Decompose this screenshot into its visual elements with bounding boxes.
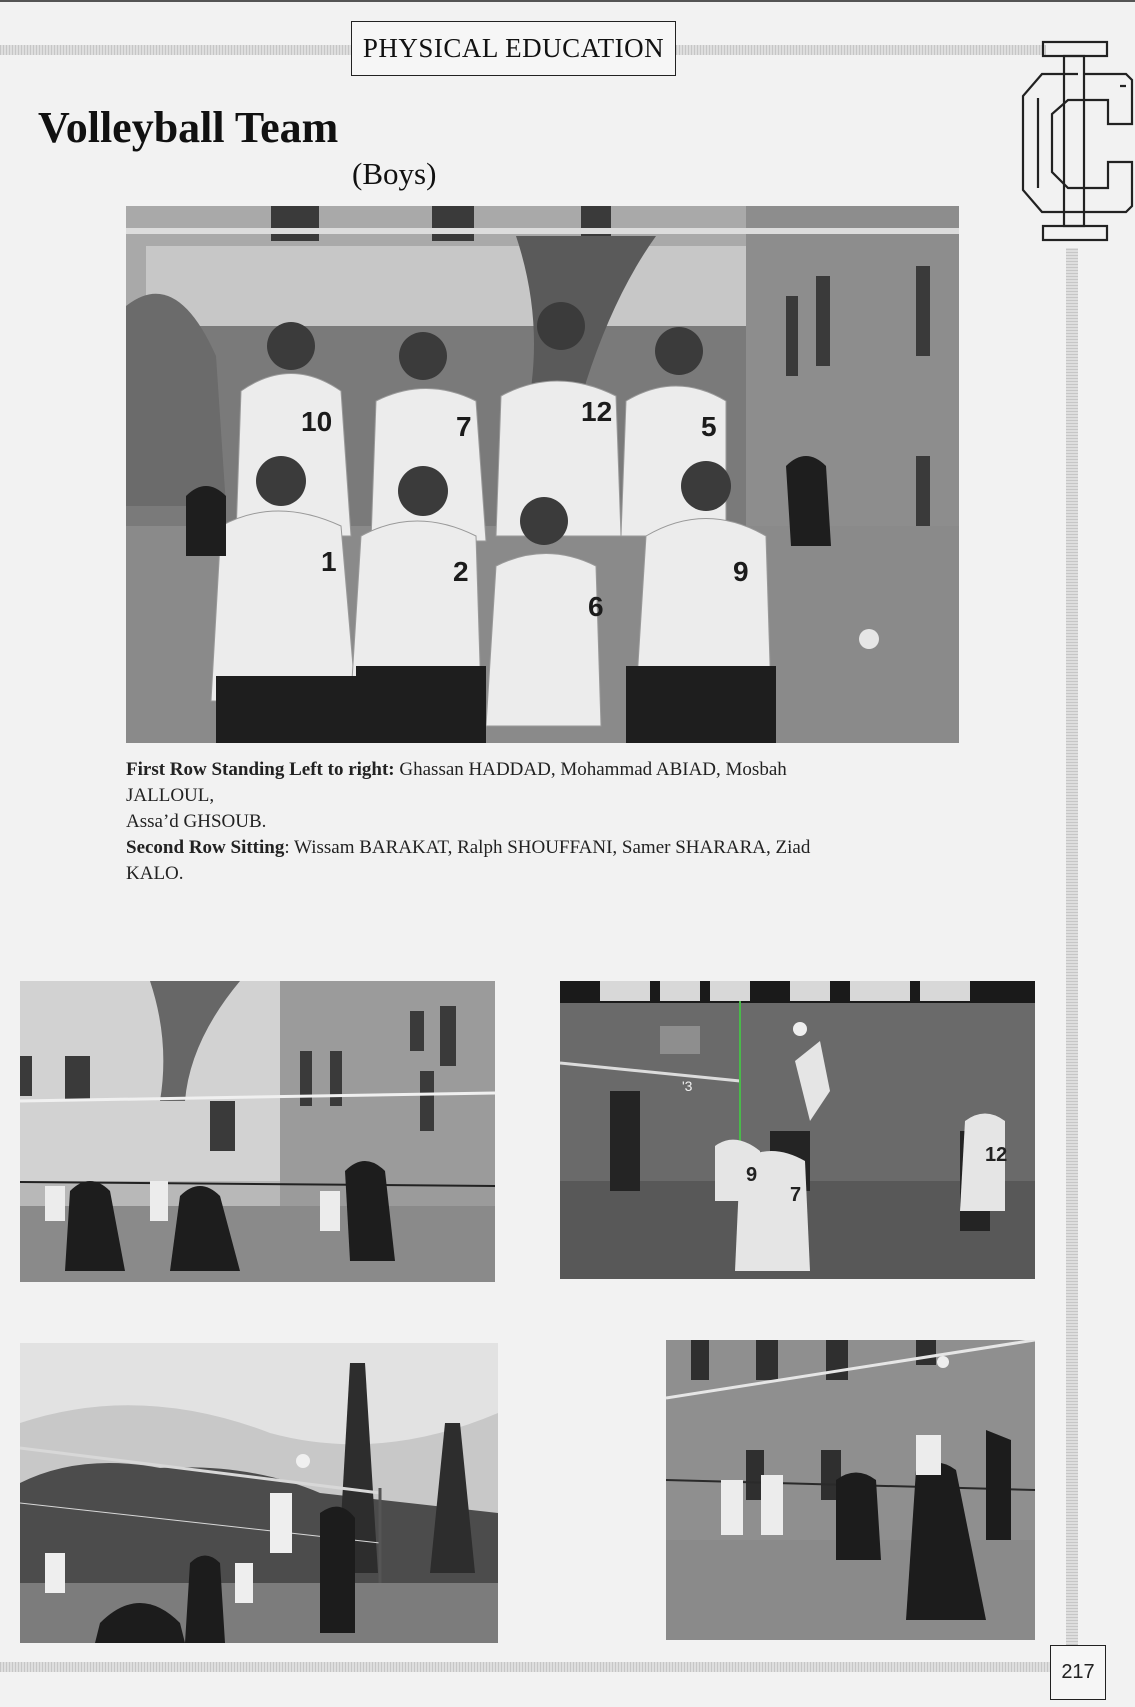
international-college-logo — [1008, 38, 1135, 248]
jersey-number: 7 — [790, 1184, 802, 1206]
courtyard-game-photo — [20, 981, 495, 1282]
page-number: 217 — [1050, 1645, 1106, 1700]
team-caption — [126, 757, 916, 887]
second-row-names-end: KALO. — [126, 863, 184, 884]
page-title: Volleyball Team — [38, 103, 339, 152]
jersey-number: 6 — [588, 591, 604, 622]
second-row-label: Second Row Sitting — [126, 837, 285, 858]
header-rule-right — [676, 45, 1046, 55]
side-rule — [1066, 248, 1078, 1645]
first-row-names-cont: JALLOUL, — [126, 785, 215, 806]
jersey-number: 9 — [746, 1164, 758, 1186]
top-edge-line — [0, 0, 1135, 2]
scoreboard-number: '3 — [682, 1078, 693, 1094]
jersey-number: 12 — [985, 1144, 1008, 1166]
jersey-number: 2 — [453, 556, 469, 587]
footer-rule — [0, 1662, 1050, 1672]
first-row-label: First Row Standing Left to right: — [126, 759, 395, 780]
page-subtitle: (Boys) — [352, 156, 437, 191]
header-rule-left — [0, 45, 351, 55]
gym-game-photo — [560, 981, 1035, 1279]
jersey-number: 5 — [701, 411, 717, 442]
jersey-number: 12 — [581, 396, 613, 427]
jersey-number: 10 — [301, 406, 333, 437]
section-title: PHYSICAL EDUCATION — [351, 21, 676, 76]
first-row-names-end: Assa’d GHSOUB. — [126, 811, 267, 832]
jersey-number: 1 — [321, 546, 337, 577]
team-photo — [126, 206, 959, 743]
jersey-number: 9 — [733, 556, 749, 587]
jersey-number: 7 — [456, 411, 472, 442]
second-row-names: : Wissam BARAKAT, Ralph SHOUFFANI, Samer SHARARA, Ziad — [284, 837, 811, 858]
outdoor-net-photo — [20, 1343, 498, 1643]
building-net-photo — [666, 1340, 1035, 1640]
first-row-names: Ghassan HADDAD, Mohammad ABIAD, Mosbah — [399, 759, 787, 780]
